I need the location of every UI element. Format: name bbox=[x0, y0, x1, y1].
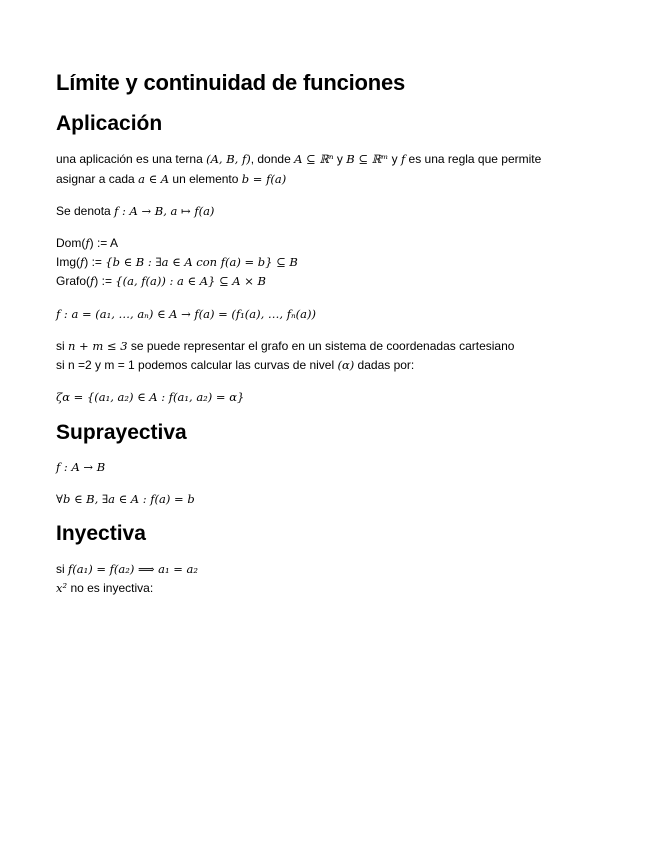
page-title: Límite y continuidad de funciones bbox=[56, 70, 406, 95]
suprayectiva-formula-2: ∀b ∈ B, ∃a ∈ A : f(a) = b bbox=[56, 492, 195, 506]
aplicacion-definition-line-2: asignar a cada a ∈ A un elemento b = f(a) bbox=[56, 172, 287, 186]
notation-line: Se denota f : A → B, a ↦ f(a) bbox=[56, 204, 215, 218]
representation-line: si n + m ≤ 3 se puede representar el grafo en un sistema de coordenadas cartesiano bbox=[56, 339, 515, 353]
graph-line: Grafo(f) := {(a, f(a)) : a ∈ A} ⊆ A × B bbox=[56, 274, 266, 288]
heading-aplicacion: Aplicación bbox=[56, 112, 163, 135]
level-curves-line: si n =2 y m = 1 podemos calcular las curvas de nivel (α) dadas por: bbox=[56, 358, 415, 372]
aplicacion-definition-line-1: una aplicación es una terna (A, B, f), donde A ⊆ ℝⁿ y B ⊆ ℝᵐ y f es una regla que permite bbox=[56, 152, 542, 166]
inyectiva-definition: si f(a₁) = f(a₂) ⟹ a₁ = a₂ bbox=[56, 562, 199, 576]
domain-line: Dom(f) := A bbox=[56, 236, 118, 250]
suprayectiva-formula-1: f : A → B bbox=[56, 460, 106, 474]
function-formula: f : a = (a₁, …, aₙ) ∈ A → f(a) = (f₁(a), …, fₙ(a)) bbox=[56, 307, 316, 321]
level-curve-formula: ζα = {(a₁, a₂) ∈ A : f(a₁, a₂) = α} bbox=[56, 390, 245, 404]
image-line: Img(f) := {b ∈ B : ∃a ∈ A con f(a) = b} ⊆ B bbox=[56, 255, 298, 269]
inyectiva-example: x² no es inyectiva: bbox=[56, 581, 154, 595]
heading-inyectiva: Inyectiva bbox=[56, 522, 146, 545]
heading-suprayectiva: Suprayectiva bbox=[56, 421, 187, 444]
